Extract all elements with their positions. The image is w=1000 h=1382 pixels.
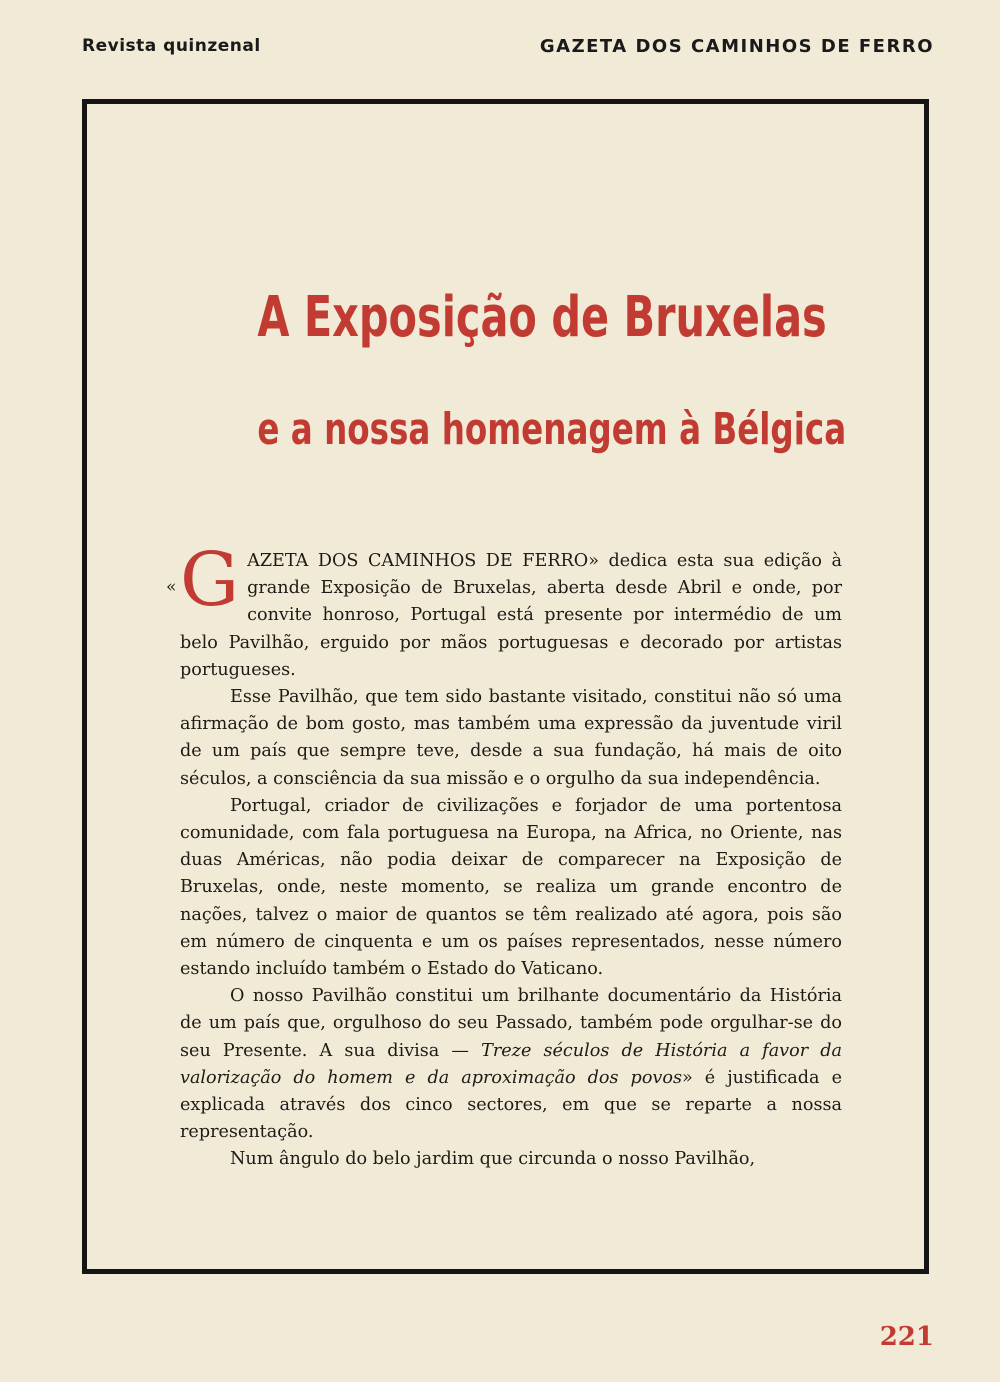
article-headline: A Exposição de Bruxelas xyxy=(257,285,827,350)
paragraph-4-text-b: » é justificada e explicada através dos cinco sectores, em que se reparte a nossa representação. xyxy=(180,1067,842,1143)
publication-title: GAZETA DOS CAMINHOS DE FERRO xyxy=(539,36,934,57)
article-subheadline: e a nossa homenagem à Bélgica xyxy=(257,404,847,455)
paragraph-2: Esse Pavilhão, que tem sido bastante visitado, constitui não só uma afirmação de bom gosto, mas também uma expressão da juventude viril de um país que sempre teve, desde a sua fundação, há mais de oito séculos, a consciência da sua missão e o orgulho da sua independência. xyxy=(180,687,842,789)
article-body xyxy=(166,537,842,1174)
motto: Treze séculos de História a favor da valorização do homem e da aproximação dos povos xyxy=(180,1040,842,1088)
page-number: 221 xyxy=(879,1322,934,1352)
paragraph-5: Num ângulo do belo jardim que circunda o nosso Pavilhão, xyxy=(230,1149,756,1170)
paragraph-4 xyxy=(180,983,842,1146)
publication-frequency: Revista quinzenal xyxy=(82,36,261,56)
paragraph-1-text: AZETA DOS CAMINHOS DE FERRO» dedica esta sua edição à grande Exposição de Bruxelas, aberta desde Abril e onde, por convite honroso, Portugal está presente por intermédio de um belo Pavilhão, erguido por mãos portuguesas e decorado por artistas portugueses. xyxy=(180,551,842,680)
drop-cap: G xyxy=(180,537,240,623)
paragraph-3: Portugal, criador de civilizações e forjador de uma portentosa comunidade, com fala portuguesa na Europa, na Africa, no Oriente, nas duas Américas, não podia deixar de comparecer na Exposição de Bruxelas, onde, neste momento, se realiza um grande encontro de nações, talvez o maior de quantos se têm realizado até agora, pois são em número de cinquenta e um os países representados, nesse número estando incluído também o Estado do Vaticano. xyxy=(180,795,842,980)
paragraph-4-text-a: O nosso Pavilhão constitui um brilhante documentário da História de um país que, orgulhoso do seu Passado, também pode orgulhar-se do seu Presente. A sua divisa — xyxy=(180,986,842,1061)
paragraph-1: « G AZETA DOS CAMINHOS DE FERRO» dedica esta sua edição à grande Exposição de Bruxelas, aberta desde Abril e onde, por convite honroso, Portugal está presente por intermédio de um belo Pavilhão, erguido por mãos portuguesas e decorado por artistas portugueses. xyxy=(166,537,842,680)
